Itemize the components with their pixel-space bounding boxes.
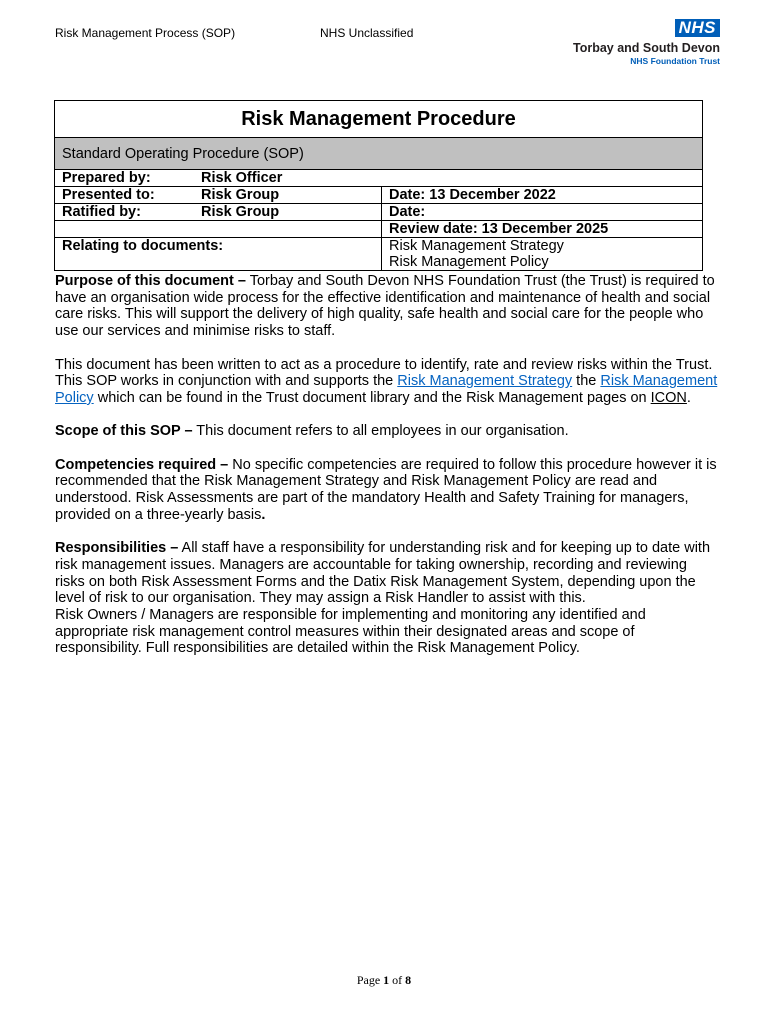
- document-title: Risk Management Procedure: [55, 101, 703, 138]
- intro-text-4: .: [686, 389, 691, 406]
- competencies-paragraph: [55, 457, 720, 524]
- competencies-heading: Competencies required –: [55, 456, 229, 473]
- document-subtitle: Standard Operating Procedure (SOP): [55, 138, 703, 170]
- ratified-by-label: Ratified by:: [62, 204, 141, 220]
- responsibilities-paragraph: [55, 540, 720, 607]
- page-of: of: [389, 973, 406, 987]
- competencies-end: .: [261, 506, 266, 523]
- responsibilities-heading: Responsibilities –: [55, 540, 179, 557]
- prepared-by-label: Prepared by:: [62, 170, 151, 186]
- document-body: [55, 273, 720, 657]
- scope-text: This document refers to all employees in our organisation.: [192, 423, 569, 440]
- scope-paragraph: [55, 423, 720, 440]
- purpose-paragraph: [55, 273, 720, 340]
- intro-text-1: This document has been written to act as a procedure to identify, rate and review risks within the Trust. This SOP works in conjunction with and supports the: [55, 356, 713, 390]
- relating-docs: [382, 238, 703, 271]
- purpose-heading: Purpose of this document –: [55, 273, 246, 289]
- nhs-logo-mark: NHS: [675, 19, 720, 37]
- page-footer: [0, 973, 768, 988]
- ratified-date: Date:: [382, 204, 703, 221]
- empty-cell: [55, 221, 382, 238]
- prepared-by-row: [55, 170, 703, 187]
- header-classification: NHS Unclassified: [320, 26, 414, 40]
- presented-to-label: Presented to:: [62, 187, 155, 203]
- relating-doc-strategy: Risk Management Strategy: [389, 238, 564, 254]
- header-doc-title: Risk Management Process (SOP): [55, 26, 236, 40]
- ratified-by-value: Risk Group: [201, 204, 280, 220]
- page-total: 8: [405, 973, 412, 987]
- page-prefix: Page: [356, 973, 384, 987]
- review-date: Review date: 13 December 2025: [382, 221, 703, 238]
- scope-heading: Scope of this SOP –: [55, 423, 193, 440]
- nhs-logo: [568, 19, 720, 66]
- intro-text-3: which can be found in the Trust document library and the Risk Management pages on: [93, 389, 651, 406]
- responsibilities-paragraph-2: Risk Owners / Managers are responsible for implementing and monitoring any identified and appropriate risk management control measures within their designated areas and scope of responsibility. Full responsibilities are detailed within the Risk Management Policy.: [55, 607, 646, 657]
- relating-label: Relating to documents:: [55, 238, 382, 271]
- document-control-table: [54, 100, 703, 271]
- presented-to-value: Risk Group: [201, 187, 280, 203]
- intro-text-2: the: [572, 373, 601, 390]
- competencies-text: No specific competencies are required to follow this procedure however it is recommended that the Risk Management Strategy and Risk Management Policy are read and understood. Risk Assessments are part of the mandatory Health and Safety Training for managers, provided on a three-yearly basis: [55, 456, 717, 523]
- intro-paragraph: [55, 357, 720, 407]
- relating-doc-policy: Risk Management Policy: [389, 254, 549, 270]
- icon-link[interactable]: ICON: [650, 389, 687, 406]
- purpose-text: Torbay and South Devon NHS Foundation Trust (the Trust) is required to have an organisation wide process for the effective identification and maintenance of health and social care risks. This will support the delivery of high quality, safe health and social care for the people who use our services and minimise risks to staff.: [55, 273, 715, 340]
- presented-to-cell: [55, 187, 382, 204]
- responsibilities-text: All staff have a responsibility for understanding risk and for keeping up to date with risk management issues. Managers are accountable for taking ownership, recording and reviewing risks on both Risk Assessment Forms and the Datix Risk Management System, depending upon the level of risk to our organisation. They may assign a Risk Handler to assist with this.: [55, 540, 711, 607]
- page-number: 1: [383, 973, 390, 987]
- prepared-by-value: Risk Officer: [201, 170, 283, 186]
- ratified-by-cell: [55, 204, 382, 221]
- org-name: Torbay and South Devon: [573, 41, 720, 55]
- org-subtitle: NHS Foundation Trust: [630, 56, 720, 66]
- presented-date: Date: 13 December 2022: [382, 187, 703, 204]
- risk-management-policy-link[interactable]: Risk Management Policy: [55, 373, 718, 406]
- risk-management-strategy-link[interactable]: Risk Management Strategy: [397, 373, 573, 390]
